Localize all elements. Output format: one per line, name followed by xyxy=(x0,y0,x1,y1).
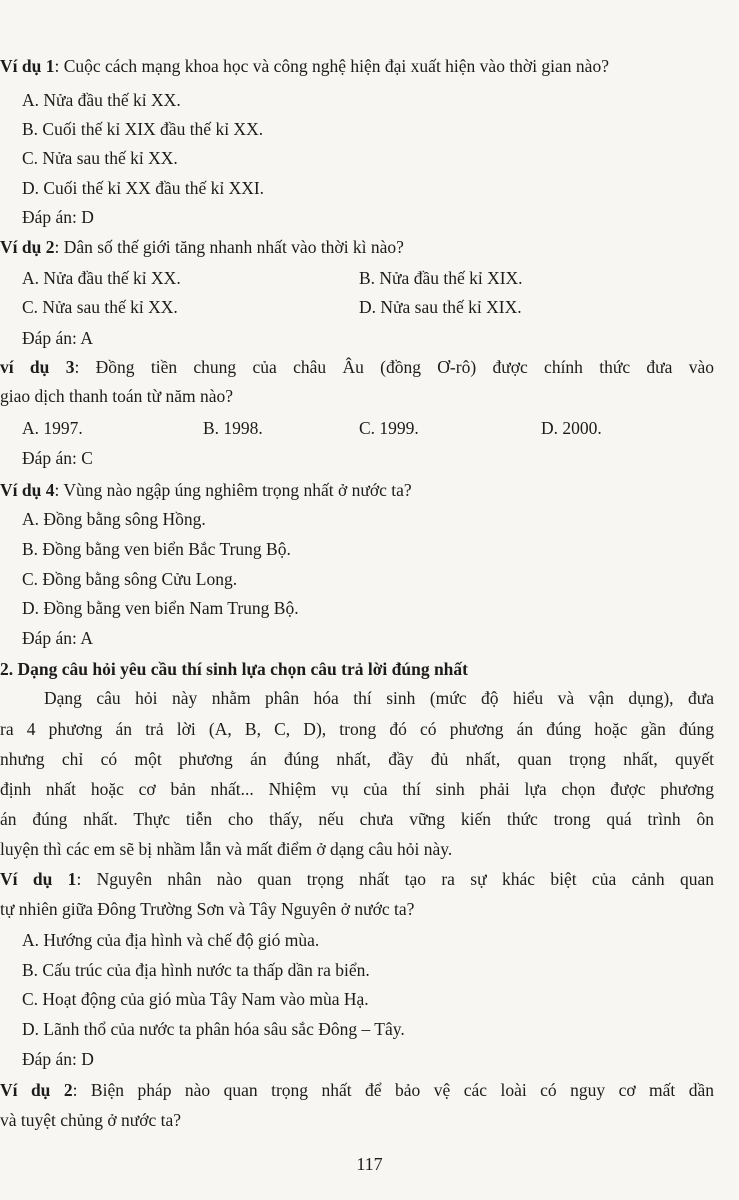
option-c: C. Nửa sau thế kỉ XX. xyxy=(22,148,178,168)
option-a: A. Nửa đầu thế kỉ XX. xyxy=(22,268,181,288)
example-3-question-line-1 xyxy=(0,355,714,379)
option-b: B. Đồng bằng ven biển Bắc Trung Bộ. xyxy=(22,539,291,559)
option-b: B. Cuối thế kỉ XIX đầu thế kỉ XX. xyxy=(22,119,264,139)
question-text: : Biện pháp nào quan trọng nhất để bảo vệ các loài có nguy cơ mất dần xyxy=(72,1080,714,1100)
option-c: C. Đồng bằng sông Cửu Long. xyxy=(22,569,238,589)
example-label: Ví dụ 2 xyxy=(0,237,55,257)
section-2-example-2-question-line-2: và tuyệt chủng ở nước ta? xyxy=(0,1110,182,1130)
option-c: C. 1999. xyxy=(359,418,419,438)
answer: Đáp án: A xyxy=(22,628,93,648)
section-2-example-1-question-line-2: tự nhiên giữa Đông Trường Sơn và Tây Nguyên ở nước ta? xyxy=(0,899,415,919)
section-2-example-2-question-line-1 xyxy=(0,1078,714,1102)
section-2-example-1-question-line-1 xyxy=(0,867,714,891)
option-d: D. Cuối thế kỉ XX đầu thế kỉ XXI. xyxy=(22,178,265,198)
option-a: A. 1997. xyxy=(22,418,83,438)
example-label: Ví dụ 1 xyxy=(0,869,77,889)
answer: Đáp án: D xyxy=(22,207,94,227)
option-b: B. Cấu trúc của địa hình nước ta thấp dần ra biển. xyxy=(22,960,370,980)
example-label: ví dụ 3 xyxy=(0,357,75,377)
option-d: D. Lãnh thổ của nước ta phân hóa sâu sắc Đông – Tây. xyxy=(22,1019,405,1039)
paragraph-line: luyện thì các em sẽ bị nhầm lẫn và mất điểm ở dạng câu hỏi này. xyxy=(0,839,453,859)
question-text: : Dân số thế giới tăng nhanh nhất vào thời kì nào? xyxy=(54,237,404,257)
question-text: : Đồng tiền chung của châu Âu (đồng Ơ-rô) được chính thức đưa vào xyxy=(74,357,715,377)
answer: Đáp án: D xyxy=(22,1049,94,1069)
option-d: D. 2000. xyxy=(541,418,602,438)
paragraph-line: Dạng câu hỏi này nhằm phân hóa thí sinh (mức độ hiểu và vận dụng), đưa xyxy=(44,688,714,708)
page-number: 117 xyxy=(356,1154,383,1174)
example-3-question-line-2: giao dịch thanh toán từ năm nào? xyxy=(0,386,234,406)
answer: Đáp án: C xyxy=(22,448,93,468)
option-a: A. Hướng của địa hình và chế độ gió mùa. xyxy=(22,930,320,950)
paragraph-line: định nhất hoặc cơ bản nhất... Nhiệm vụ của thí sinh phải lựa chọn được phương xyxy=(0,779,714,799)
section-2-heading: 2. Dạng câu hỏi yêu cầu thí sinh lựa chọn câu trả lời đúng nhất xyxy=(0,659,468,679)
example-4-question xyxy=(0,478,412,502)
example-1-question xyxy=(0,54,609,78)
question-text: : Vùng nào ngập úng nghiêm trọng nhất ở nước ta? xyxy=(54,480,412,500)
example-label: Ví dụ 4 xyxy=(0,480,55,500)
option-c: C. Nửa sau thế kỉ XX. xyxy=(22,297,178,317)
paragraph-line: án đúng nhất. Thực tiễn cho thấy, nếu chưa vững kiến thức trong quá trình ôn xyxy=(0,809,714,829)
option-d: D. Đồng bằng ven biển Nam Trung Bộ. xyxy=(22,598,299,618)
option-c: C. Hoạt động của gió mùa Tây Nam vào mùa Hạ. xyxy=(22,989,369,1009)
example-label: Ví dụ 2 xyxy=(0,1080,73,1100)
example-label: Ví dụ 1 xyxy=(0,56,55,76)
option-a: A. Nửa đầu thế kỉ XX. xyxy=(22,90,181,110)
question-text: : Nguyên nhân nào quan trọng nhất tạo ra sự khác biệt của cảnh quan xyxy=(76,869,714,889)
paragraph-line: nhưng chỉ có một phương án đúng nhất, đầy đủ nhất, quan trọng nhất, quyết xyxy=(0,749,714,769)
example-2-question xyxy=(0,235,404,259)
option-b: B. Nửa đầu thế kỉ XIX. xyxy=(359,268,523,288)
paragraph-line: ra 4 phương án trả lời (A, B, C, D), trong đó có phương án đúng hoặc gần đúng xyxy=(0,719,714,739)
answer: Đáp án: A xyxy=(22,328,93,348)
option-b: B. 1998. xyxy=(203,418,263,438)
option-d: D. Nửa sau thế kỉ XIX. xyxy=(359,297,522,317)
question-text: : Cuộc cách mạng khoa học và công nghệ hiện đại xuất hiện vào thời gian nào? xyxy=(54,56,609,76)
option-a: A. Đồng bằng sông Hồng. xyxy=(22,509,206,529)
